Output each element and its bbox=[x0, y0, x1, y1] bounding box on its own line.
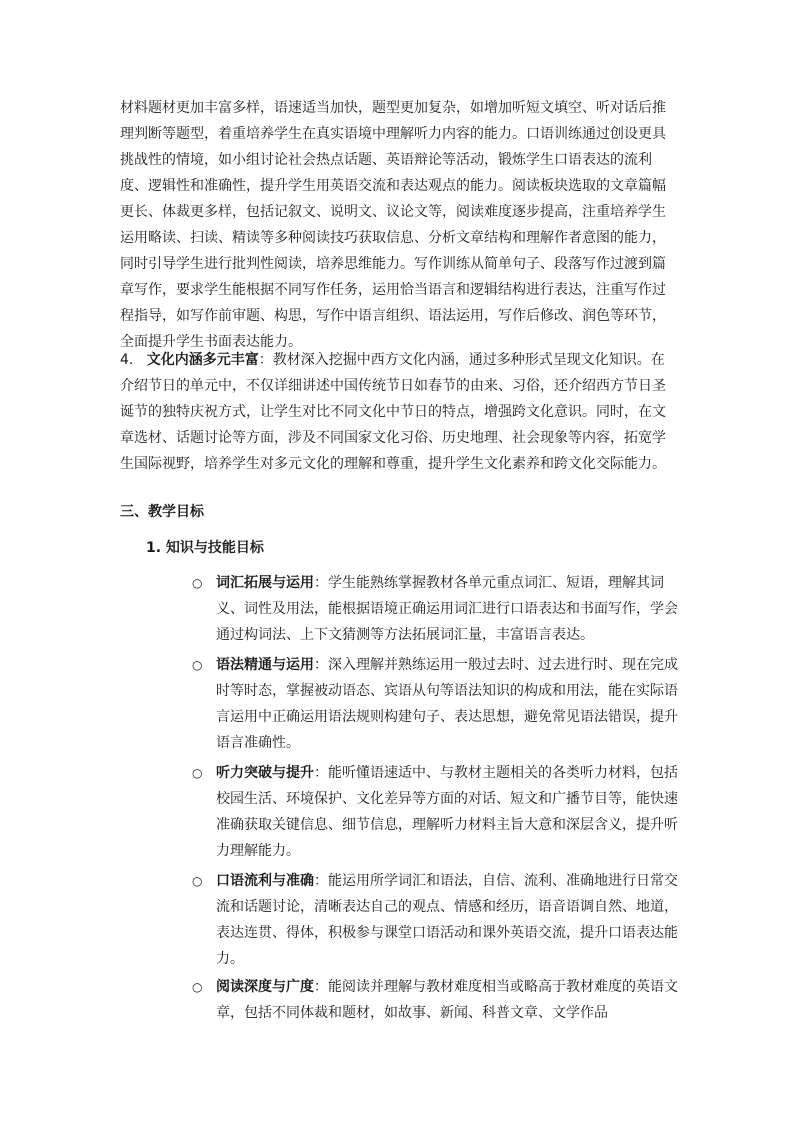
point-4-text: ：教材深入挖掘中西方文化内涵，通过多种形式呈现文化知识。在介绍节日的单元中，不仅详细讲述中国传统节日如春节的由来、习俗，还介绍西方节日圣诞节的独特庆祝方式，让学生对比不同文化中节日的特点，增强跨文化意识。同时，在文章选材、话题讨论等方面，涉及不同国家文化习俗、历史地理、社会现象等内容，拓宽学生国际视野，培养学生对多元文化的理解和尊重，提升学生文化素养和跨文化交际能力。 bbox=[120, 352, 666, 472]
objective-item-speaking bbox=[216, 868, 680, 972]
point-4-title: 文化内涵多元丰富 bbox=[146, 352, 259, 368]
bullet-circle-icon: ○ bbox=[192, 874, 203, 888]
point-4-number: 4. bbox=[120, 352, 134, 368]
subsection-1-heading: 1. 知识与技能目标 bbox=[146, 540, 264, 556]
bullet-circle-icon: ○ bbox=[192, 576, 203, 590]
bullet-circle-icon: ○ bbox=[192, 980, 203, 994]
section-3-heading: 三、教学目标 bbox=[120, 504, 204, 520]
bullet-circle-icon: ○ bbox=[192, 766, 203, 780]
objective-item-grammar bbox=[216, 652, 680, 756]
objective-item-text: ：深入理解并熟练运用一般过去时、过去进行时、现在完成时等时态，掌握被动语态、宾语从句等语法知识的构成和用法，能在实际语言运用中正确运用语法规则构建句子、表达思想，避免常见语法错误，提升语言准确性。 bbox=[216, 657, 678, 751]
objective-item-title: 阅读深度与广度 bbox=[216, 979, 314, 995]
objective-item-vocabulary bbox=[216, 570, 680, 648]
objective-item-reading bbox=[216, 974, 680, 1026]
objective-item-title: 口语流利与准确 bbox=[216, 873, 314, 889]
objective-item-listening bbox=[216, 760, 680, 864]
objective-item-title: 词汇拓展与运用 bbox=[216, 575, 314, 591]
objective-item-text: ：能听懂语速适中、与教材主题相关的各类听力材料，包括校园生活、环境保护、文化差异等方面的对话、短文和广播节目等，能快速准确获取关键信息、细节信息，理解听力材料主旨大意和深层含义，提升听力理解能力。 bbox=[216, 765, 678, 859]
objective-item-title: 听力突破与提升 bbox=[216, 765, 314, 781]
objective-item-text: ：能运用所学词汇和语法，自信、流利、准确地进行日常交流和话题讨论，清晰表达自己的观点、情感和经历，语音语调自然、地道，表达连贯、得体，积极参与课堂口语活动和课外英语交流，提升口语表达能力。 bbox=[216, 873, 678, 967]
point-4-paragraph bbox=[120, 347, 678, 477]
bullet-circle-icon: ○ bbox=[192, 658, 203, 672]
intro-paragraph: 材料题材更加丰富多样，语速适当加快，题型更加复杂，如增加听短文填空、听对话后推理判断等题型，着重培养学生在真实语境中理解听力内容的能力。口语训练通过创设更具挑战性的情境，如小组讨论社会热点话题、英语辩论等活动，锻炼学生口语表达的流利度、逻辑性和准确性，提升学生用英语交流和表达观点的能力。阅读板块选取的文章篇幅更长、体裁更多样，包括记叙文、说明文、议论文等，阅读难度逐步提高，注重培养学生运用略读、扫读、精读等多种阅读技巧获取信息、分析文章结构和理解作者意图的能力，同时引导学生进行批判性阅读，培养思维能力。写作训练从简单句子、段落写作过渡到篇章写作，要求学生能根据不同写作任务，运用恰当语言和逻辑结构进行表达，注重写作过程指导，如写作前审题、构思，写作中语言组织、语法运用，写作后修改、润色等环节，全面提升学生书面表达能力。 bbox=[120, 100, 666, 350]
objective-item-text: ：学生能熟练掌握教材各单元重点词汇、短语，理解其词义、词性及用法，能根据语境正确运用词汇进行口语表达和书面写作，学会通过构词法、上下文猜测等方法拓展词汇量，丰富语言表达。 bbox=[216, 575, 678, 643]
objective-item-text: ：能阅读并理解与教材难度相当或略高于教材难度的英语文章，包括不同体裁和题材，如故事、新闻、科普文章、文学作品 bbox=[216, 979, 678, 1021]
objective-item-title: 语法精通与运用 bbox=[216, 657, 314, 673]
